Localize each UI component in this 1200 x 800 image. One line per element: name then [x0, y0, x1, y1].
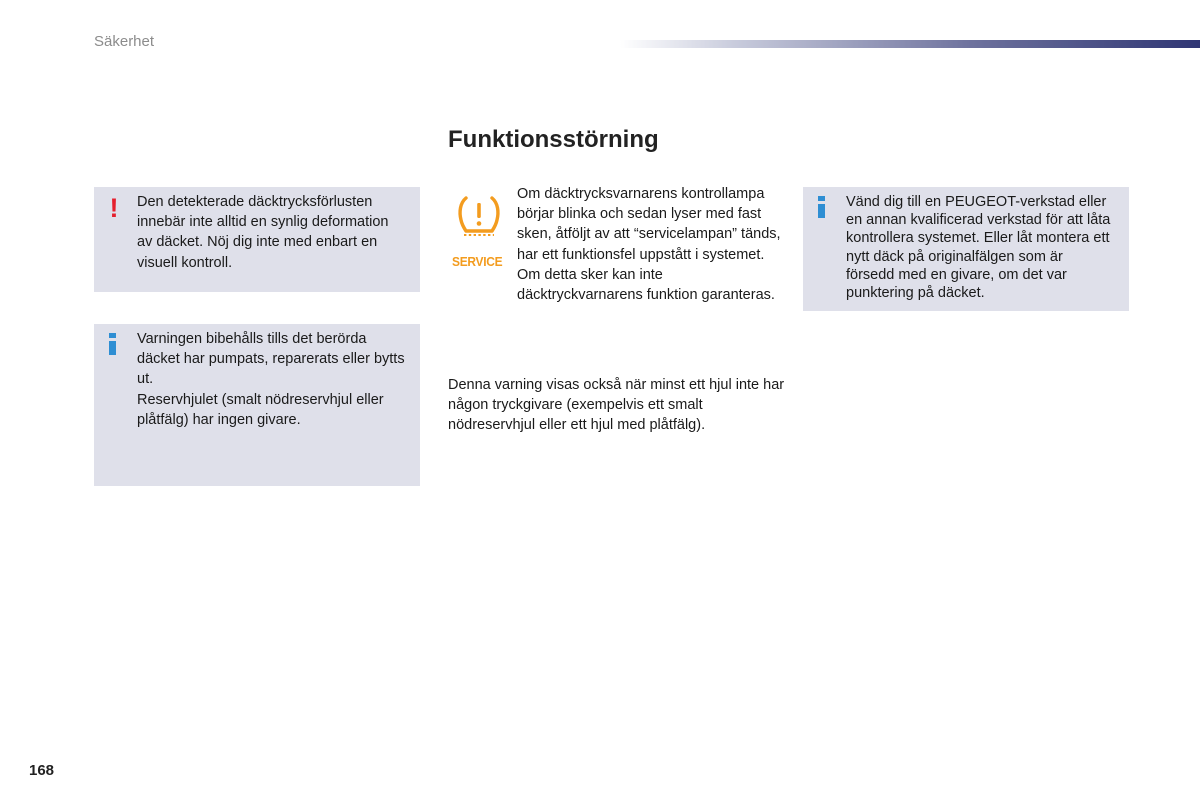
- info-icon: [818, 196, 825, 218]
- malfunction-paragraph: Om detta sker kan inte däcktryckvarnarens funktion garanteras.: [517, 266, 775, 304]
- info-note-text: Varningen bibehålls tills det berörda däcket har pumpats, reparerats eller bytts ut.: [137, 331, 405, 388]
- header-gradient-bar: [620, 40, 1200, 48]
- warning-note-text: Den detekterade däcktrycksförlusten innebär inte alltid en synlig deformation av däcket. Nöj dig inte med enbart en visuell kontroll.: [137, 194, 389, 271]
- malfunction-paragraph: Om däcktrycksvarnarens kontrollampa börjar blinka och sedan lyser med fast sken, åtföljt av att “servicelampan” tänds, har ett funktionsfel uppstått i systemet.: [517, 186, 781, 263]
- info-note-box-right: [803, 187, 1129, 311]
- tire-pressure-warning-icon: [456, 192, 502, 238]
- info-icon: [109, 333, 116, 355]
- service-lamp-icon: SERVICE: [452, 254, 503, 269]
- info-note-box-left: [94, 324, 420, 486]
- info-note-text: Reservhjulet (smalt nödreservhjul eller plåtfälg) har ingen givare.: [137, 391, 384, 428]
- malfunction-description: [517, 184, 782, 305]
- no-sensor-note: Denna varning visas också när minst ett hjul inte har någon tryckgivare (exempelvis ett smalt nödreservhjul eller ett hjul med plåtfälg).: [448, 377, 785, 434]
- exclamation-icon: !: [109, 193, 119, 223]
- info-note-text: Vänd dig till en PEUGEOT-verkstad eller en annan kvalificerad verkstad för att låta kontrollera systemet. Eller låt montera ett nytt däck på originalfälgen som är försedd med en givare, om det var punktering på däcket.: [846, 194, 1111, 302]
- warning-note-box: [94, 187, 420, 292]
- page-number: 168: [29, 762, 55, 779]
- section-title: Säkerhet: [94, 33, 155, 50]
- page-heading: Funktionsstörning: [448, 126, 659, 153]
